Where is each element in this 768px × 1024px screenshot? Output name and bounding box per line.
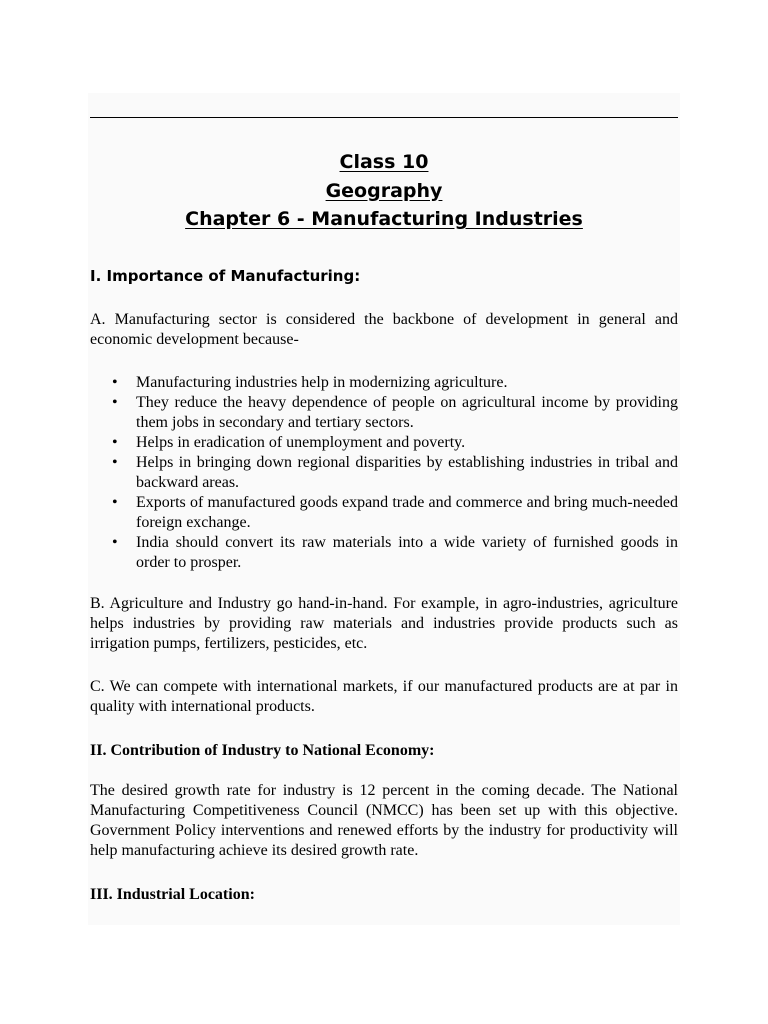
- list-item: • Exports of manufactured goods expand trade and commerce and bring much-needed foreign exchange.: [90, 493, 678, 533]
- list-item: • Manufacturing industries help in modernizing agriculture.: [90, 373, 678, 393]
- document-title-block: [90, 148, 678, 234]
- section-heading-location: III. Industrial Location:: [90, 886, 255, 903]
- section-heading-contribution: II. Contribution of Industry to National Economy:: [90, 742, 435, 759]
- paragraph-c: C. We can compete with international markets, if our manufactured products are at par in quality with international products.: [90, 678, 678, 715]
- list-item: • Helps in bringing down regional disparities by establishing industries in tribal and backward areas.: [90, 453, 678, 493]
- paragraph-a: A. Manufacturing sector is considered the backbone of development in general and economic development because-: [90, 311, 678, 348]
- list-item: • India should convert its raw materials into a wide variety of furnished goods in order to prosper.: [90, 533, 678, 573]
- importance-bullet-list: [90, 373, 678, 573]
- chapter-title: Chapter 6 - Manufacturing Industries: [185, 208, 583, 230]
- paragraph-b: B. Agriculture and Industry go hand-in-hand. For example, in agro-industries, agriculture helps industries by providing raw materials and industries provide products such as irrigation pumps, fertilizers, pesticides, etc.: [90, 595, 678, 652]
- subject-title: Geography: [325, 179, 443, 202]
- list-item: • They reduce the heavy dependence of people on agricultural income by providing them jobs in secondary and tertiary sectors.: [90, 393, 678, 433]
- paragraph-contribution: The desired growth rate for industry is 12 percent in the coming decade. The National Manufacturing Competitiveness Council (NMCC) has been set up with this objective. Government Policy interventions and renewed efforts by the industry for productivity will help manufacturing achieve its desired growth rate.: [90, 782, 678, 859]
- section-heading-importance: I. Importance of Manufacturing:: [90, 267, 361, 285]
- header-rule: [90, 117, 678, 118]
- class-title: Class 10: [339, 151, 429, 173]
- list-item: • Helps in eradication of unemployment and poverty.: [90, 433, 678, 453]
